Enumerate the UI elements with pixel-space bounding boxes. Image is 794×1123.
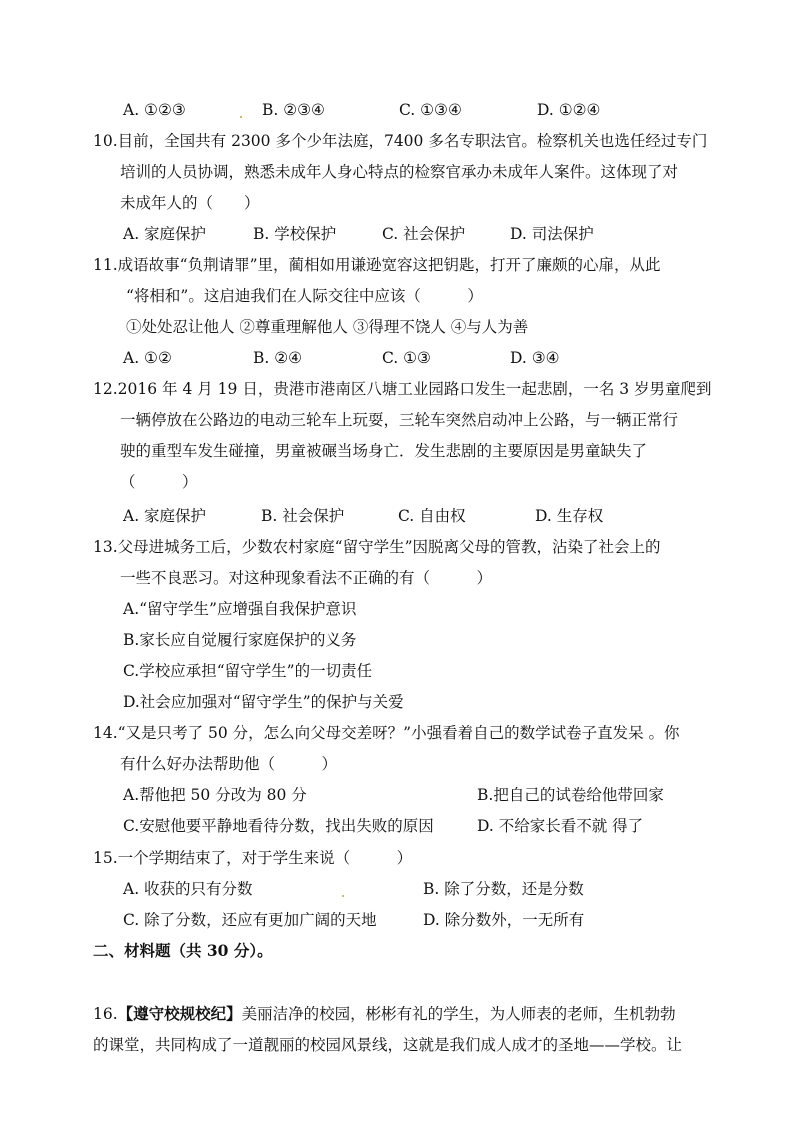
q14-stem-line-2: 有什么好办法帮助他（ ）	[120, 755, 338, 773]
q13-stem-line-1: 13.父母进城务工后，少数农村家庭“留守学生”因脱离父母的管教，沾染了社会上的	[93, 538, 661, 556]
q12-stem-line-2: 一辆停放在公路边的电动三轮车上玩耍，三轮车突然启动冲上公路，与一辆正常行	[120, 411, 679, 429]
q12-stem-line-3: 驶的重型车发生碰撞，男童被碾当场身亡．发生悲剧的主要原因是男童缺失了	[120, 442, 648, 460]
q16-number: 16.	[93, 1005, 118, 1023]
q10-stem-line-3: 未成年人的（ ）	[120, 194, 260, 212]
section-2-title: 二、材料题（共 30 分）。	[93, 941, 273, 960]
q15-option-b: B. 除了分数，还是分数	[423, 880, 584, 898]
q12-option-b: B. 社会保护	[261, 507, 345, 525]
q9-option-c: C. ①③④	[399, 101, 462, 119]
q13-option-c: C.学校应承担“留守学生”的一切责任	[123, 662, 373, 680]
q9-option-b: B. ②③④	[262, 101, 325, 119]
q12-stem-line-4: （ ）	[120, 473, 198, 491]
q11-statement-items: ①处处忍让他人 ②尊重理解他人 ③得理不饶人 ④与人为善	[126, 318, 529, 336]
q9-option-d: D. ①②④	[537, 101, 601, 119]
q10-option-d: D. 司法保护	[510, 225, 594, 243]
q12-option-c: C. 自由权	[398, 507, 466, 525]
q15-stem-line-1: 15.一个学期结束了，对于学生来说（ ）	[93, 849, 413, 867]
q15-option-d: D. 除分数外，一无所有	[423, 911, 585, 929]
q13-option-b: B.家长应自觉履行家庭保护的义务	[123, 631, 357, 649]
q14-option-c: C.安慰他要平静地看待分数，找出失败的原因	[123, 817, 434, 835]
q10-stem-line-2: 培训的人员协调，熟悉未成年人身心特点的检察官承办未成年人案件。这体现了对	[120, 163, 679, 181]
q13-option-a: A.“留守学生”应增强自我保护意识	[123, 600, 357, 618]
q16-text: 美丽洁净的校园，彬彬有礼的学生，为人师表的老师，生机勃勃	[241, 1005, 676, 1023]
q11-stem-line-2: “将相和”。这启迪我们在人际交往中应该（ ）	[126, 287, 483, 305]
q14-option-d: D. 不给家长看不就 得了	[477, 817, 644, 835]
q11-option-c: C. ①③	[382, 349, 431, 367]
q14-option-b: B.把自己的试卷给他带回家	[477, 786, 664, 804]
q13-option-d: D.社会应加强对“留守学生”的保护与关爱	[123, 693, 404, 711]
q14-stem-line-1: 14.“又是只考了 50 分，怎么向父母交差呀？”小强看着自己的数学试卷子直发呆 。你	[93, 724, 680, 742]
q11-option-d: D. ③④	[510, 349, 560, 367]
q11-stem-line-1: 11.成语故事“负荆请罪”里，蔺相如用谦逊宽容这把钥匙，打开了廉颇的心扉，从此	[93, 256, 661, 274]
q15-option-c: C. 除了分数，还应有更加广阔的天地	[123, 911, 377, 929]
q15-option-a: A. 收获的只有分数	[123, 880, 253, 898]
q11-option-a: A. ①②	[123, 349, 172, 367]
q12-option-d: D. 生存权	[535, 507, 604, 525]
q10-option-c: C. 社会保护	[382, 225, 466, 243]
stray-dot	[342, 895, 344, 897]
q16-line-1	[93, 1003, 676, 1025]
q16-tag: 【遵守校规校纪】	[117, 1004, 242, 1023]
q16-line-2: 的课堂，共同构成了一道靓丽的校园风景线，这就是我们成人成才的圣地——学校。让	[93, 1036, 683, 1054]
stray-dot	[240, 116, 242, 118]
q11-option-b: B. ②④	[253, 349, 303, 367]
q10-option-b: B. 学校保护	[253, 225, 337, 243]
q12-stem-line-1: 12.2016 年 4 月 19 日，贵港市港南区八塘工业园路口发生一起悲剧，一名 3 岁男童爬到	[93, 380, 712, 398]
q10-option-a: A. 家庭保护	[123, 225, 207, 243]
q12-option-a: A. 家庭保护	[123, 507, 207, 525]
q14-option-a: A.帮他把 50 分改为 80 分	[123, 786, 307, 804]
q13-stem-line-2: 一些不良恶习。对这种现象看法不正确的有（ ）	[120, 569, 493, 587]
q10-stem-line-1: 10.目前，全国共有 2300 多个少年法庭，7400 多名专职法官。检察机关也选任经过专门	[93, 132, 708, 150]
q9-option-a: A. ①②③	[123, 101, 186, 119]
